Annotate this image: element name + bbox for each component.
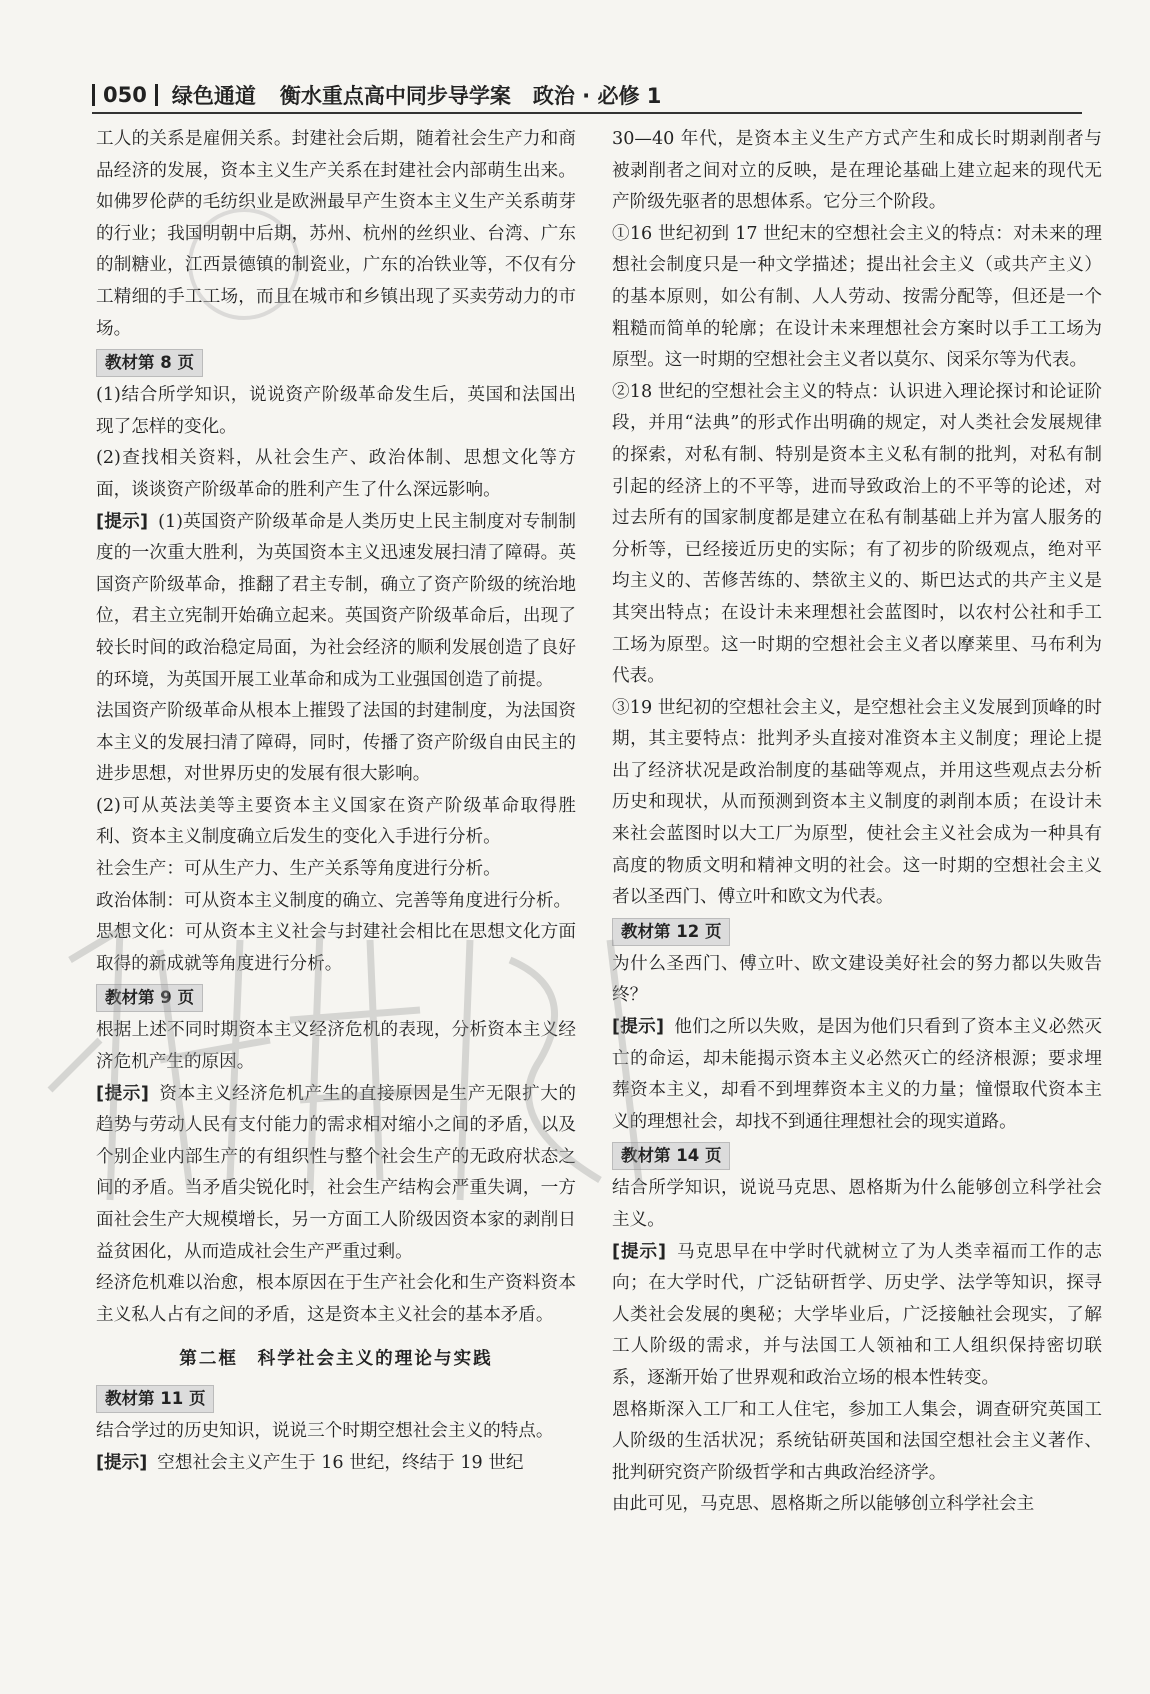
brand-name: 绿色通道 [171, 84, 256, 108]
textbook-page-tag-8: 教材第 8 页 [96, 349, 203, 377]
textbook-page-tag-14: 教材第 14 页 [612, 1142, 730, 1170]
page-header [92, 78, 1082, 114]
answer-8-6: 思想文化：可从资本主义社会与封建社会相比在思想文化方面取得的新成就等角度进行分析。 [96, 922, 576, 974]
answer-14-3: 由此可见，马克思、恩格斯之所以能够创立科学社会主 [612, 1494, 1035, 1515]
answer-8-1: [提示] (1)英国资产阶级革命是人类历史上民主制度对专制制度的一次重大胜利，为英国资本主义迅速发展扫清了障碍。英国资产阶级革命，推翻了君主专制，确立了资产阶级的统治地位，君主立宪制开始确立起来。英国资产阶级革命后，出现了较长时间的政治稳定局面，为社会经济的顺利发展创造了良好的环境，为英国开展工业革命和成为工业强国创造了前提。 [96, 511, 576, 690]
page-number: 050 [92, 84, 158, 106]
textbook-page-tag-9: 教材第 9 页 [96, 984, 203, 1012]
answer-8-5: 政治体制：可从资本主义制度的确立、完善等角度进行分析。 [96, 890, 572, 911]
answer-8-2: 法国资产阶级革命从根本上摧毁了法国的封建制度，为法国资本主义的发展扫清了障碍，同时，传播了资产阶级自由民主的进步思想，对世界历史的发展有很大影响。 [96, 701, 576, 785]
left-column [96, 124, 576, 1479]
hint-label: [提示] [96, 1452, 148, 1473]
answer-11-stage-3: ③19 世纪初的空想社会主义，是空想社会主义发展到顶峰的时期，其主要特点：批判矛头直接对准资本主义制度；理论上提出了经济状况是政治制度的基础等观点，并用这些观点去分析历史和现状，从而预测到资本主义制度的剥削本质；在设计未来社会蓝图时以大工厂为原型，使社会主义社会成为一种具有高度的物质文明和精神文明的社会。这一时期的空想社会主义者以圣西门、傅立叶和欧文为代表。 [612, 697, 1102, 908]
book-title: 衡水重点高中同步导学案 [279, 84, 511, 108]
answer-11-stage-2: ②18 世纪的空想社会主义的特点：认识进入理论探讨和论证阶段，并用“法典”的形式作出明确的规定，对人类社会发展规律的探索，对私有制、特别是资本主义私有制的批判，对私有制引起的经济上的不平等，进而导致政治上的不平等的论述，对过去所有的国家制度都是建立在私有制基础上并为富人服务的分析等，已经接近历史的实际；有了初步的阶级观点，绝对平均主义的、苦修苦练的、禁欲主义的、斯巴达式的共产主义是其突出特点；在设计未来理想社会蓝图时，以农村公社和手工工场为原型。这一时期的空想社会主义者以摩莱里、马布利为代表。 [612, 381, 1102, 687]
hint-label: [提示] [612, 1017, 664, 1038]
question-8-2: (2)查找相关资料，从社会生产、政治体制、思想文化等方面，谈谈资产阶级革命的胜利产生了什么深远影响。 [96, 448, 576, 500]
answer-11-start: [提示] 空想社会主义产生于 16 世纪，终结于 19 世纪 [96, 1452, 524, 1473]
textbook-page-tag-12: 教材第 12 页 [612, 918, 730, 946]
hint-label: [提示] [96, 511, 149, 532]
answer-14-1: [提示] 马克思早在中学时代就树立了为人类幸福而工作的志向；在大学时代，广泛钻研哲学、历史学、法学等知识，探寻人类社会发展的奥秘；大学毕业后，广泛接触社会现实，了解工人阶级的需求，并与法国工人领袖和工人组织保持密切联系，逐渐开始了世界观和政治立场的根本性转变。 [612, 1241, 1102, 1388]
answer-8-4: 社会生产：可从生产力、生产关系等角度进行分析。 [96, 859, 501, 880]
right-column [612, 124, 1102, 1521]
question-9: 根据上述不同时期资本主义经济危机的表现，分析资本主义经济危机产生的原因。 [96, 1020, 576, 1073]
answer-14-2: 恩格斯深入工厂和工人住宅，参加工人集会，调查研究英国工人阶级的生活状况；系统钻研英国和法国空想社会主义著作、批判研究资产阶级哲学和古典政治经济学。 [612, 1399, 1102, 1483]
hint-label: [提示] [96, 1083, 149, 1104]
hint-label: [提示] [612, 1241, 667, 1262]
textbook-page-tag-11: 教材第 11 页 [96, 1385, 214, 1413]
answer-9-1: [提示] 资本主义经济危机产生的直接原因是生产无限扩大的趋势与劳动人民有支付能力的需求相对缩小之间的矛盾，以及个别企业内部生产的有组织性与整个社会生产的无政府状态之间的矛盾。当矛盾尖锐化时，社会生产结构会严重失调，一方面社会生产大规模增长，另一方面工人阶级因资本家的剥削日益贫困化，从而造成社会生产严重过剩。 [96, 1083, 576, 1262]
answer-9-2: 经济危机难以治愈，根本原因在于生产社会化和生产资料资本主义私人占有之间的矛盾，这是资本主义社会的基本矛盾。 [96, 1273, 576, 1325]
answer-11-continued: 30—40 年代，是资本主义生产方式产生和成长时期剥削者与被剥削者之间对立的反映，是在理论基础上建立起来的现代无产阶级先驱者的思想体系。它分三个阶段。 [612, 129, 1102, 213]
answer-8-3: (2)可从英法美等主要资本主义国家在资产阶级革命取得胜利、资本主义制度确立后发生的变化入手进行分析。 [96, 795, 576, 848]
answer-11-stage-1: ①16 世纪初到 17 世纪末的空想社会主义的特点：对未来的理想社会制度只是一种文学描述；提出社会主义（或共产主义）的基本原则，如公有制、人人劳动、按需分配等，但还是一个粗糙而简单的轮廓；在设计未来理想社会方案时以手工工场为原型。这一时期的空想社会主义者以莫尔、闵采尔等为代表。 [612, 223, 1102, 371]
subject-title: 政治 · 必修 1 [532, 84, 662, 108]
intro-paragraph: 工人的关系是雇佣关系。封建社会后期，随着社会生产力和商品经济的发展，资本主义生产关系在封建社会内部萌生出来。如佛罗伦萨的毛纺织业是欧洲最早产生资本主义生产关系萌芽的行业；我国明朝中后期，苏州、杭州的丝织业、台湾、广东的制糖业，江西景德镇的制瓷业，广东的冶铁业等，不仅有分工精细的手工工场，而且在城市和乡镇出现了买卖劳动力的市场。 [96, 129, 576, 339]
question-12: 为什么圣西门、傅立叶、欧文建设美好社会的努力都以失败告终？ [612, 953, 1102, 1006]
question-14: 结合所学知识，说说马克思、恩格斯为什么能够创立科学社会主义。 [612, 1178, 1102, 1230]
question-8-1: (1)结合所学知识，说说资产阶级革命发生后，英国和法国出现了怎样的变化。 [96, 385, 576, 437]
question-11: 结合学过的历史知识，说说三个时期空想社会主义的特点。 [96, 1420, 554, 1441]
section-title: 第二框 科学社会主义的理论与实践 [179, 1348, 493, 1370]
answer-12: [提示] 他们之所以失败，是因为他们只看到了资本主义必然灭亡的命运，却未能揭示资本主义必然灭亡的经济根源；要求埋葬资本主义，却看不到埋葬资本主义的力量；憧憬取代资本主义的理想社会，却找不到通往理想社会的现实道路。 [612, 1017, 1102, 1132]
